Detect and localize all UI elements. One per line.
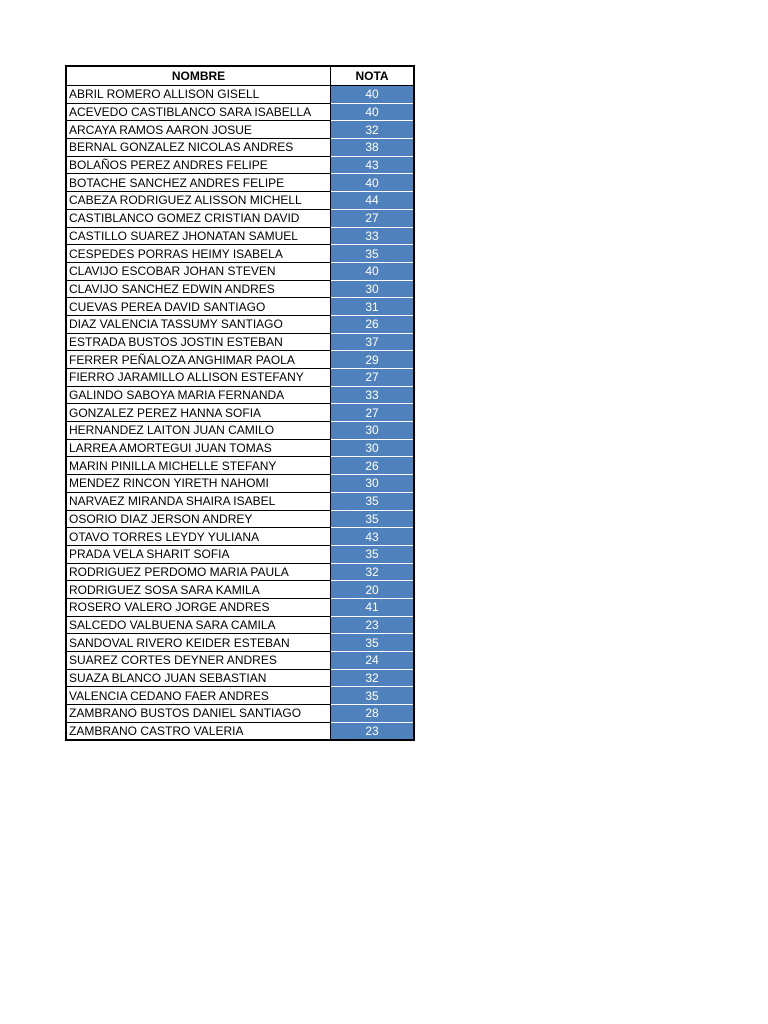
grades-table [65,65,415,741]
table-row[interactable] [66,705,414,723]
student-name-cell[interactable]: CUEVAS PEREA DAVID SANTIAGO [66,298,331,316]
grade-cell[interactable]: 30 [331,422,415,440]
table-row[interactable] [66,139,414,157]
student-name-cell[interactable]: CLAVIJO SANCHEZ EDWIN ANDRES [66,280,331,298]
table-row[interactable] [66,333,414,351]
table-row[interactable] [66,386,414,404]
grade-cell[interactable]: 35 [331,510,415,528]
table-row[interactable] [66,581,414,599]
table-row[interactable] [66,369,414,387]
student-name-cell[interactable]: ACEVEDO CASTIBLANCO SARA ISABELLA [66,103,331,121]
grade-cell[interactable]: 40 [331,262,415,280]
table-row[interactable] [66,475,414,493]
grade-cell[interactable]: 41 [331,598,415,616]
table-row[interactable] [66,457,414,475]
grade-cell[interactable]: 33 [331,227,415,245]
student-name-cell[interactable]: ROSERO VALERO JORGE ANDRES [66,598,331,616]
student-name-cell[interactable]: BOLAÑOS PEREZ ANDRES FELIPE [66,156,331,174]
student-name-cell[interactable]: GALINDO SABOYA MARIA FERNANDA [66,386,331,404]
grade-cell[interactable]: 26 [331,457,415,475]
student-name-cell[interactable]: BERNAL GONZALEZ NICOLAS ANDRES [66,139,331,157]
table-row[interactable] [66,121,414,139]
student-name-cell[interactable]: SALCEDO VALBUENA SARA CAMILA [66,616,331,634]
table-row[interactable] [66,652,414,670]
student-name-cell[interactable]: HERNANDEZ LAITON JUAN CAMILO [66,422,331,440]
student-name-cell[interactable]: VALENCIA CEDANO FAER ANDRES [66,687,331,705]
table-row[interactable] [66,86,414,104]
table-row[interactable] [66,722,414,740]
table-row[interactable] [66,404,414,422]
student-name-cell[interactable]: NARVAEZ MIRANDA SHAIRA ISABEL [66,492,331,510]
student-name-cell[interactable]: RODRIGUEZ PERDOMO MARIA PAULA [66,563,331,581]
grade-cell[interactable]: 35 [331,687,415,705]
table-row[interactable] [66,209,414,227]
grade-cell[interactable]: 37 [331,333,415,351]
student-name-cell[interactable]: SUAZA BLANCO JUAN SEBASTIAN [66,669,331,687]
grade-cell[interactable]: 23 [331,616,415,634]
table-row[interactable] [66,351,414,369]
student-name-cell[interactable]: CASTILLO SUAREZ JHONATAN SAMUEL [66,227,331,245]
grade-cell[interactable]: 35 [331,245,415,263]
grade-cell[interactable]: 40 [331,174,415,192]
table-row[interactable] [66,528,414,546]
grade-cell[interactable]: 43 [331,528,415,546]
student-name-cell[interactable]: MENDEZ RINCON YIRETH NAHOMI [66,475,331,493]
student-name-cell[interactable]: ABRIL ROMERO ALLISON GISELL [66,86,331,104]
table-row[interactable] [66,687,414,705]
table-row[interactable] [66,439,414,457]
student-name-cell[interactable]: DIAZ VALENCIA TASSUMY SANTIAGO [66,315,331,333]
table-row[interactable] [66,298,414,316]
grade-cell[interactable]: 33 [331,386,415,404]
grade-cell[interactable]: 27 [331,404,415,422]
student-name-cell[interactable]: GONZALEZ PEREZ HANNA SOFIA [66,404,331,422]
table-row[interactable] [66,280,414,298]
student-name-cell[interactable]: OTAVO TORRES LEYDY YULIANA [66,528,331,546]
header-name[interactable]: NOMBRE [66,66,331,86]
grade-cell[interactable]: 26 [331,315,415,333]
student-name-cell[interactable]: LARREA AMORTEGUI JUAN TOMAS [66,439,331,457]
grade-cell[interactable]: 32 [331,121,415,139]
student-name-cell[interactable]: OSORIO DIAZ JERSON ANDREY [66,510,331,528]
grade-cell[interactable]: 40 [331,103,415,121]
grade-cell[interactable]: 27 [331,209,415,227]
grade-cell[interactable]: 35 [331,545,415,563]
student-name-cell[interactable]: ZAMBRANO CASTRO VALERIA [66,722,331,740]
grade-cell[interactable]: 30 [331,280,415,298]
table-row[interactable] [66,616,414,634]
grade-cell[interactable]: 35 [331,492,415,510]
table-row[interactable] [66,262,414,280]
table-row[interactable] [66,315,414,333]
grades-body [66,86,414,741]
student-name-cell[interactable]: CABEZA RODRIGUEZ ALISSON MICHELL [66,192,331,210]
table-row[interactable] [66,422,414,440]
header-row [66,66,414,86]
grade-cell[interactable]: 23 [331,722,415,740]
grade-cell[interactable]: 31 [331,298,415,316]
table-row[interactable] [66,192,414,210]
table-row[interactable] [66,156,414,174]
grade-cell[interactable]: 30 [331,439,415,457]
table-row[interactable] [66,174,414,192]
grade-cell[interactable]: 44 [331,192,415,210]
grade-cell[interactable]: 38 [331,139,415,157]
student-name-cell[interactable]: MARIN PINILLA MICHELLE STEFANY [66,457,331,475]
student-name-cell[interactable]: FERRER PEÑALOZA ANGHIMAR PAOLA [66,351,331,369]
student-name-cell[interactable]: CLAVIJO ESCOBAR JOHAN STEVEN [66,262,331,280]
grade-cell[interactable]: 35 [331,634,415,652]
student-name-cell[interactable]: BOTACHE SANCHEZ ANDRES FELIPE [66,174,331,192]
table-row[interactable] [66,227,414,245]
student-name-cell[interactable]: PRADA VELA SHARIT SOFIA [66,545,331,563]
grade-cell[interactable]: 32 [331,669,415,687]
grade-cell[interactable]: 40 [331,86,415,104]
student-name-cell[interactable]: ZAMBRANO BUSTOS DANIEL SANTIAGO [66,705,331,723]
student-name-cell[interactable]: ESTRADA BUSTOS JOSTIN ESTEBAN [66,333,331,351]
table-row[interactable] [66,545,414,563]
grade-cell[interactable]: 20 [331,581,415,599]
table-row[interactable] [66,669,414,687]
grades-sheet [65,65,415,741]
table-row[interactable] [66,510,414,528]
grade-cell[interactable]: 30 [331,475,415,493]
table-row[interactable] [66,492,414,510]
student-name-cell[interactable]: SUAREZ CORTES DEYNER ANDRES [66,652,331,670]
student-name-cell[interactable]: ARCAYA RAMOS AARON JOSUE [66,121,331,139]
student-name-cell[interactable]: RODRIGUEZ SOSA SARA KAMILA [66,581,331,599]
student-name-cell[interactable]: FIERRO JARAMILLO ALLISON ESTEFANY [66,369,331,387]
header-grade[interactable]: NOTA [331,66,415,86]
grade-cell[interactable]: 32 [331,563,415,581]
grade-cell[interactable]: 24 [331,652,415,670]
grade-cell[interactable]: 43 [331,156,415,174]
student-name-cell[interactable]: CASTIBLANCO GOMEZ CRISTIAN DAVID [66,209,331,227]
table-row[interactable] [66,634,414,652]
table-row[interactable] [66,598,414,616]
table-row[interactable] [66,563,414,581]
grade-cell[interactable]: 29 [331,351,415,369]
student-name-cell[interactable]: CESPEDES PORRAS HEIMY ISABELA [66,245,331,263]
table-row[interactable] [66,245,414,263]
table-row[interactable] [66,103,414,121]
grade-cell[interactable]: 27 [331,369,415,387]
grade-cell[interactable]: 28 [331,705,415,723]
student-name-cell[interactable]: SANDOVAL RIVERO KEIDER ESTEBAN [66,634,331,652]
